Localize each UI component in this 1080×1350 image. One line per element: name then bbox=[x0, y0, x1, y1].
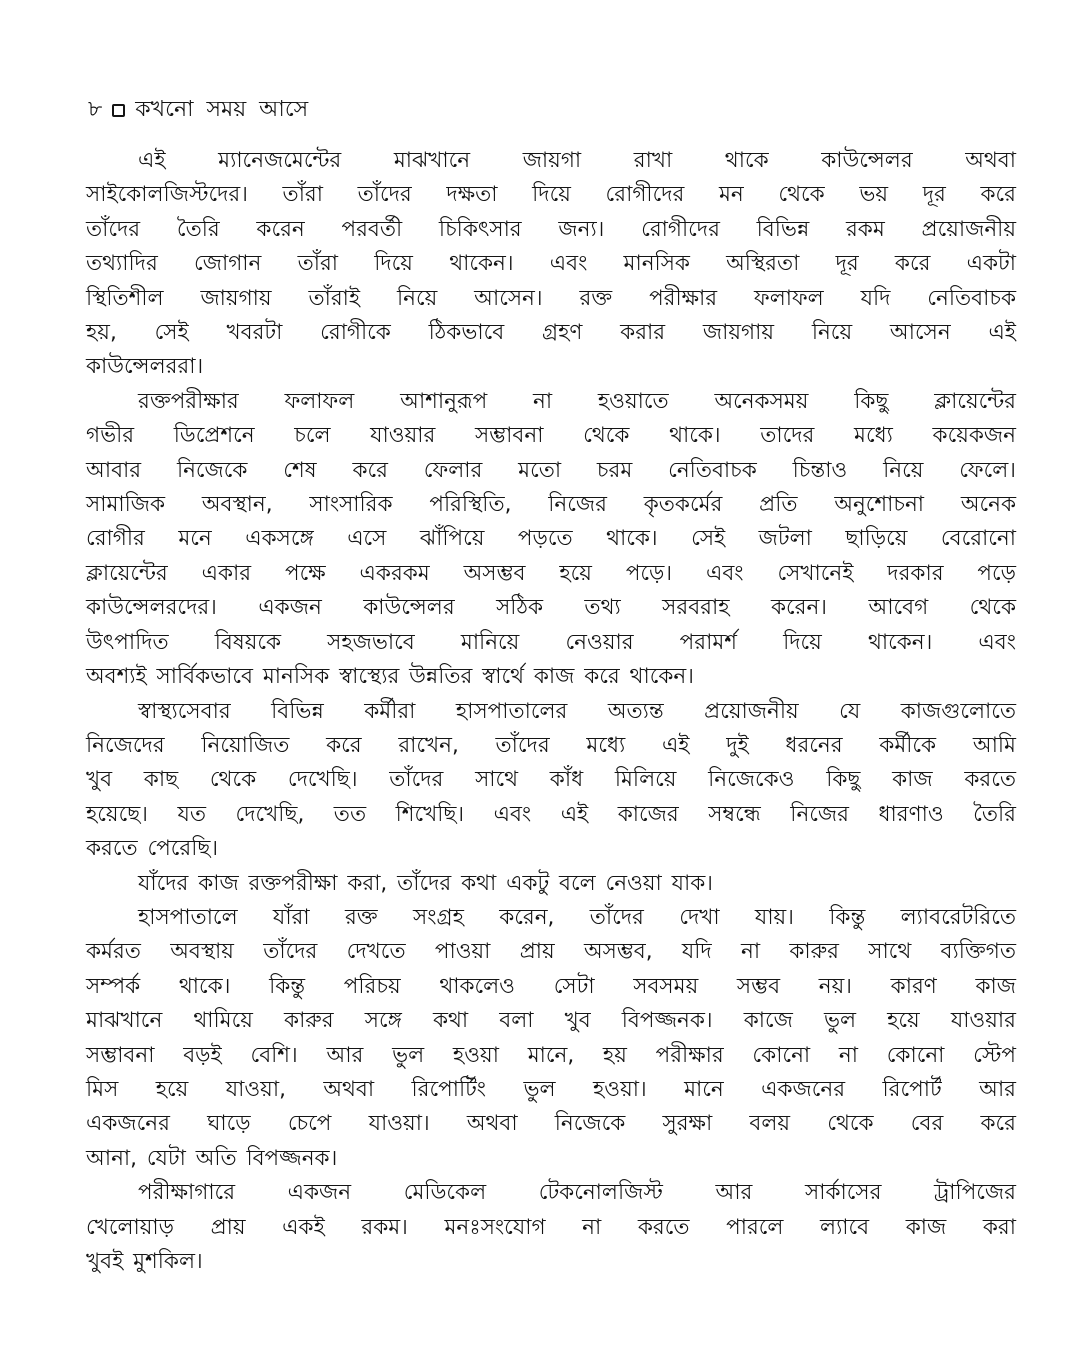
text-line: স্থিতিশীল জায়গায় তাঁরাই নিয়ে আসেন। রক্ত পরীক্ষার ফলাফল যদি নেতিবাচক bbox=[86, 285, 1016, 311]
text-line: মিস হয়ে যাওয়া, অথবা রিপোর্টিং ভুল হওয়া। মানে একজনের রিপোর্ট আর bbox=[86, 1076, 1016, 1102]
text-line: নিজেদের নিয়োজিত করে রাখেন, তাঁদের মধ্যে এই দুই ধরনের কর্মীকে আমি bbox=[86, 732, 1016, 758]
body-text bbox=[86, 144, 1016, 1279]
text-line: কর্মরত অবস্থায় তাঁদের দেখতে পাওয়া প্রায় অসম্ভব, যদি না কারুর সাথে ব্যক্তিগত bbox=[86, 939, 1016, 965]
text-line: কাউন্সেলরদের। একজন কাউন্সেলর সঠিক তথ্য সরবরাহ করেন। আবেগ থেকে bbox=[86, 595, 1016, 621]
text-line: করতে পেরেছি। bbox=[86, 836, 219, 862]
text-line: তথ্যাদির জোগান তাঁরা দিয়ে থাকেন। এবং মানসিক অস্থিরতা দূর করে একটা bbox=[86, 251, 1016, 277]
text-line: সম্ভাবনা বড়ই বেশি। আর ভুল হওয়া মানে, হয় পরীক্ষার কোনো না কোনো স্টেপ bbox=[86, 1042, 1016, 1068]
text-line: পরীক্ষাগারে একজন মেডিকেল টেকনোলজিস্ট আর সার্কাসের ট্রাপিজের bbox=[138, 1180, 1016, 1206]
text-line: এই ম্যানেজমেন্টের মাঝখানে জায়গা রাখা থাকে কাউন্সেলর অথবা bbox=[138, 148, 1016, 173]
text-line: তাঁদের তৈরি করেন পরবর্তী চিকিৎসার জন্য। রোগীদের বিভিন্ন রকম প্রয়োজনীয় bbox=[86, 216, 1016, 242]
text-line: হয়, সেই খবরটা রোগীকে ঠিকভাবে গ্রহণ করার জায়গায় নিয়ে আসেন এই bbox=[86, 320, 1016, 346]
square-bullet-icon bbox=[112, 104, 125, 117]
text-line: ক্লায়েন্টের একার পক্ষে একরকম অসম্ভব হয়ে পড়ে। এবং সেখানেই দরকার পড়ে bbox=[86, 560, 1016, 586]
text-line: গভীর ডিপ্রেশনে চলে যাওয়ার সম্ভাবনা থেকে থাকে। তাদের মধ্যে কয়েকজন bbox=[86, 423, 1016, 449]
text-line: হাসপাতালে যাঁরা রক্ত সংগ্রহ করেন, তাঁদের দেখা যায়। কিন্তু ল্যাবরেটরিতে bbox=[138, 904, 1016, 930]
text-line: খুবই মুশকিল। bbox=[86, 1249, 203, 1274]
text-line: রোগীর মনে একসঙ্গে এসে ঝাঁপিয়ে পড়তে থাকে। সেই জটলা ছাড়িয়ে বেরোনো bbox=[86, 526, 1016, 552]
book-title: কখনো সময় আসে bbox=[135, 97, 309, 122]
text-line: খুব কাছ থেকে দেখেছি। তাঁদের সাথে কাঁধ মিলিয়ে নিজেকেও কিছু কাজ করতে bbox=[86, 767, 1016, 793]
text-line: সামাজিক অবস্থান, সাংসারিক পরিস্থিতি, নিজের কৃতকর্মের প্রতি অনুশোচনা অনেক bbox=[86, 492, 1016, 518]
text-line: কাউন্সেলররা। bbox=[86, 354, 204, 380]
text-line: উৎপাদিত বিষয়কে সহজভাবে মানিয়ে নেওয়ার পরামর্শ দিয়ে থাকেন। এবং bbox=[86, 629, 1016, 655]
paragraph bbox=[86, 901, 1016, 1176]
text-line: আবার নিজেকে শেষ করে ফেলার মতো চরম নেতিবাচক চিন্তাও নিয়ে ফেলে। bbox=[86, 457, 1016, 483]
running-head bbox=[88, 94, 1016, 126]
text-line: স্বাস্থ্যসেবার বিভিন্ন কর্মীরা হাসপাতালের অত্যন্ত প্রয়োজনীয় যে কাজগুলোতে bbox=[138, 698, 1016, 724]
text-line: একজনের ঘাড়ে চেপে যাওয়া। অথবা নিজেকে সুরক্ষা বলয় থেকে বের করে bbox=[86, 1111, 1016, 1137]
text-line: হয়েছে। যত দেখেছি, তত শিখেছি। এবং এই কাজের সম্বন্ধে নিজের ধারণাও তৈরি bbox=[86, 801, 1016, 827]
text-line: সাইকোলজিস্টদের। তাঁরা তাঁদের দক্ষতা দিয়ে রোগীদের মন থেকে ভয় দূর করে bbox=[86, 182, 1016, 208]
text-line: সম্পর্ক থাকে। কিন্তু পরিচয় থাকলেও সেটা সবসময় সম্ভব নয়। কারণ কাজ bbox=[86, 973, 1016, 999]
text-line: মাঝখানে থামিয়ে কারুর সঙ্গে কথা বলা খুব বিপজ্জনক। কাজে ভুল হয়ে যাওয়ার bbox=[86, 1008, 1016, 1034]
paragraph bbox=[86, 144, 1016, 385]
text-line: যাঁদের কাজ রক্তপরীক্ষা করা, তাঁদের কথা একটু বলে নেওয়া যাক। bbox=[138, 870, 713, 896]
paragraph bbox=[86, 695, 1016, 867]
paragraph bbox=[86, 867, 1016, 901]
paragraph bbox=[86, 1176, 1016, 1279]
paragraph bbox=[86, 385, 1016, 695]
text-line: খেলোয়াড় প্রায় একই রকম। মনঃসংযোগ না করতে পারলে ল্যাবে কাজ করা bbox=[86, 1214, 1016, 1240]
text-line: আনা, যেটা অতি বিপজ্জনক। bbox=[86, 1145, 338, 1171]
text-line: অবশ্যই সার্বিকভাবে মানসিক স্বাস্থ্যের উন্নতির স্বার্থে কাজ করে থাকেন। bbox=[86, 664, 694, 690]
page-number: ৮ bbox=[88, 97, 103, 122]
text-line: রক্তপরীক্ষার ফলাফল আশানুরূপ না হওয়াতে অনেকসময় কিছু ক্লায়েন্টের bbox=[138, 388, 1016, 414]
